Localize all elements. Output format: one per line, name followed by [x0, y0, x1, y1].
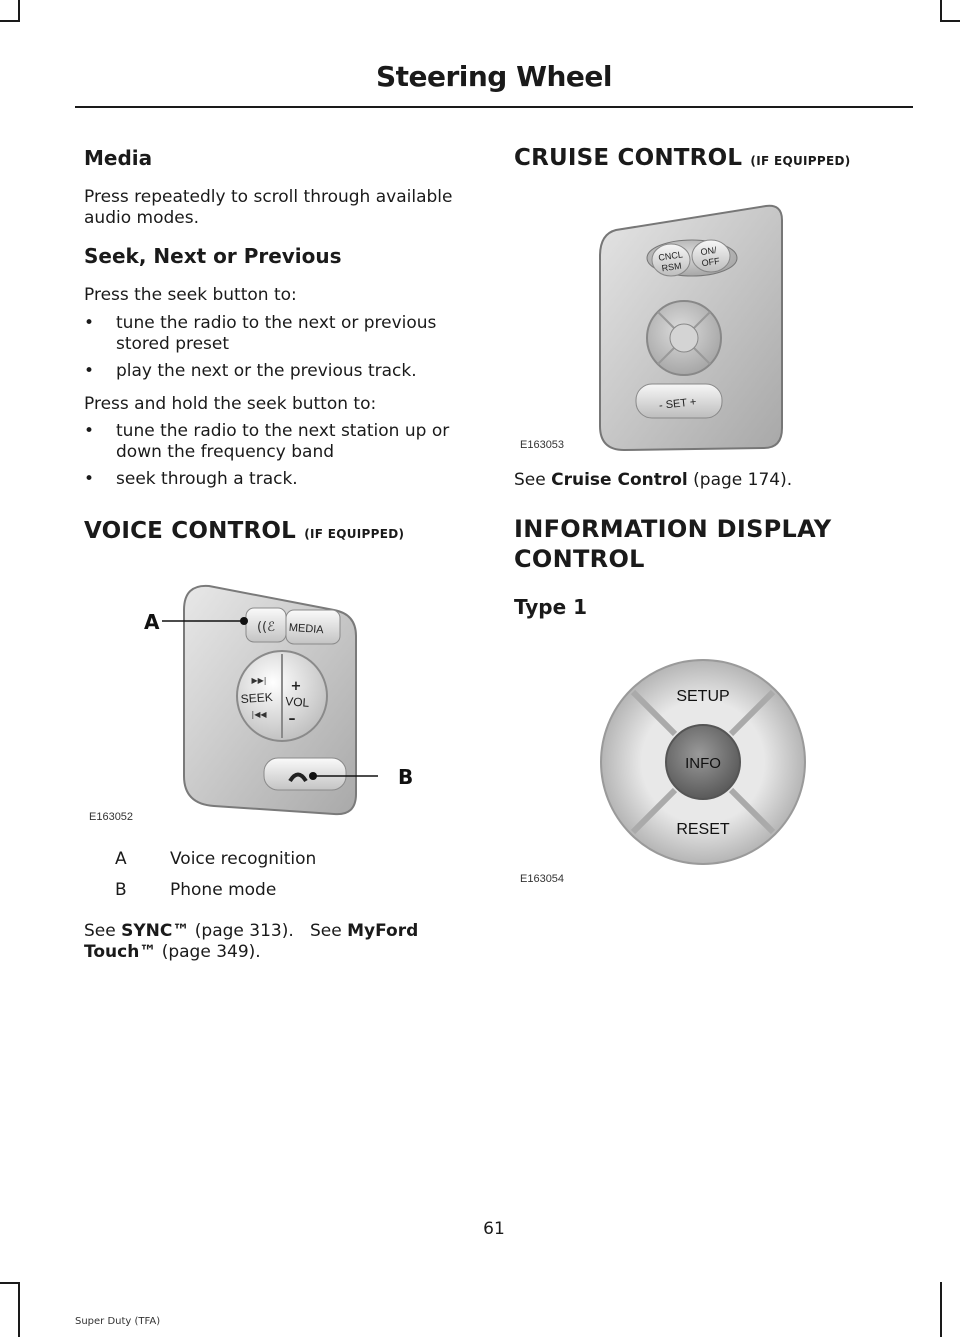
bullet-dot: • [84, 469, 95, 489]
off-label: OFF [700, 255, 721, 269]
cruise-control-heading: CRUISE CONTROL (IF EQUIPPED) [514, 145, 851, 171]
legend-value: Voice recognition [170, 849, 317, 869]
voice-control-figure [84, 580, 424, 830]
info-display-figure [514, 648, 814, 888]
callout-a: A [144, 610, 160, 634]
crop-mark-top-right-v [940, 0, 942, 22]
voice-icon: ((ℰ [256, 620, 276, 635]
figure-id: E163053 [520, 439, 565, 451]
crop-mark-top-left-v [18, 0, 20, 22]
seek-hold-bullet-1: • tune the radio to the next station up or down the frequency band [84, 421, 450, 462]
see-references: See SYNC™ (page 313). See MyFord Touch™ (page 349). [84, 921, 419, 962]
media-label: MEDIA [288, 621, 325, 637]
legend-key: A [115, 849, 127, 869]
cruise-control-figure [514, 198, 794, 458]
cncl-label: CNCL [657, 249, 684, 263]
next-track-icon: ▶▶| [251, 676, 267, 685]
if-equipped-note: (IF EQUIPPED) [750, 154, 851, 168]
crop-mark-bottom-right-v [940, 1282, 942, 1337]
reset-label: RESET [676, 821, 730, 838]
figure-id: E163052 [89, 811, 134, 823]
bullet-dot: • [84, 361, 95, 381]
touch-link[interactable]: Touch™ [84, 942, 157, 962]
seek-hold-bullet-2: • seek through a track. [84, 469, 298, 489]
on-label: ON/ [699, 244, 718, 258]
figure-id: E163054 [520, 873, 565, 885]
vol-plus: + [290, 679, 302, 694]
set-label: - SET + [658, 396, 697, 412]
vol-label: VOL [284, 694, 310, 710]
seek-press-bullet-2: • play the next or the previous track. [84, 361, 417, 381]
crop-mark-top-left-h [0, 20, 20, 22]
dial-center [670, 324, 698, 352]
page-header-title: Steering Wheel [375, 60, 612, 93]
bullet-dot: • [84, 421, 95, 441]
if-equipped-note: (IF EQUIPPED) [304, 527, 405, 541]
legend-key: B [115, 880, 127, 900]
seek-heading: Seek, Next or Previous [84, 244, 342, 268]
footer-model: Super Duty (TFA) [75, 1316, 161, 1327]
phone-button [264, 758, 346, 790]
information-display-heading-2: CONTROL [514, 545, 645, 573]
setup-label: SETUP [676, 688, 730, 705]
crop-mark-bottom-left-v [18, 1282, 20, 1337]
callout-b: B [398, 765, 414, 789]
callout-a-dot [240, 617, 248, 625]
media-heading: Media [84, 146, 153, 170]
seek-press-bullet-1: • tune the radio to the next or previous stored preset [84, 313, 437, 354]
seek-label: SEEK [240, 689, 274, 707]
legend-value: Phone mode [170, 880, 277, 900]
callout-b-dot [309, 772, 317, 780]
myford-link[interactable]: MyFord [347, 921, 419, 941]
crop-mark-bottom-left-h [0, 1282, 20, 1284]
cruise-see-reference: See Cruise Control (page 174). [514, 470, 793, 490]
crop-mark-top-right-h [940, 20, 960, 22]
rsm-label: RSM [660, 260, 683, 274]
info-label: INFO [685, 755, 721, 772]
header-rule [75, 106, 913, 108]
sync-link[interactable]: SYNC™ [121, 921, 190, 941]
vol-minus: – [288, 711, 296, 727]
type-1-heading: Type 1 [514, 595, 588, 619]
page-number: 61 [483, 1219, 505, 1239]
voice-control-heading: VOICE CONTROL (IF EQUIPPED) [84, 518, 405, 544]
media-text: Press repeatedly to scroll through available audio modes. [84, 187, 453, 228]
prev-track-icon: |◀◀ [251, 710, 267, 719]
seek-hold-intro: Press and hold the seek button to: [84, 394, 377, 414]
bullet-dot: • [84, 313, 95, 333]
seek-intro: Press the seek button to: [84, 285, 297, 305]
cruise-control-link[interactable]: Cruise Control [551, 470, 688, 490]
information-display-heading-1: INFORMATION DISPLAY [514, 515, 832, 543]
